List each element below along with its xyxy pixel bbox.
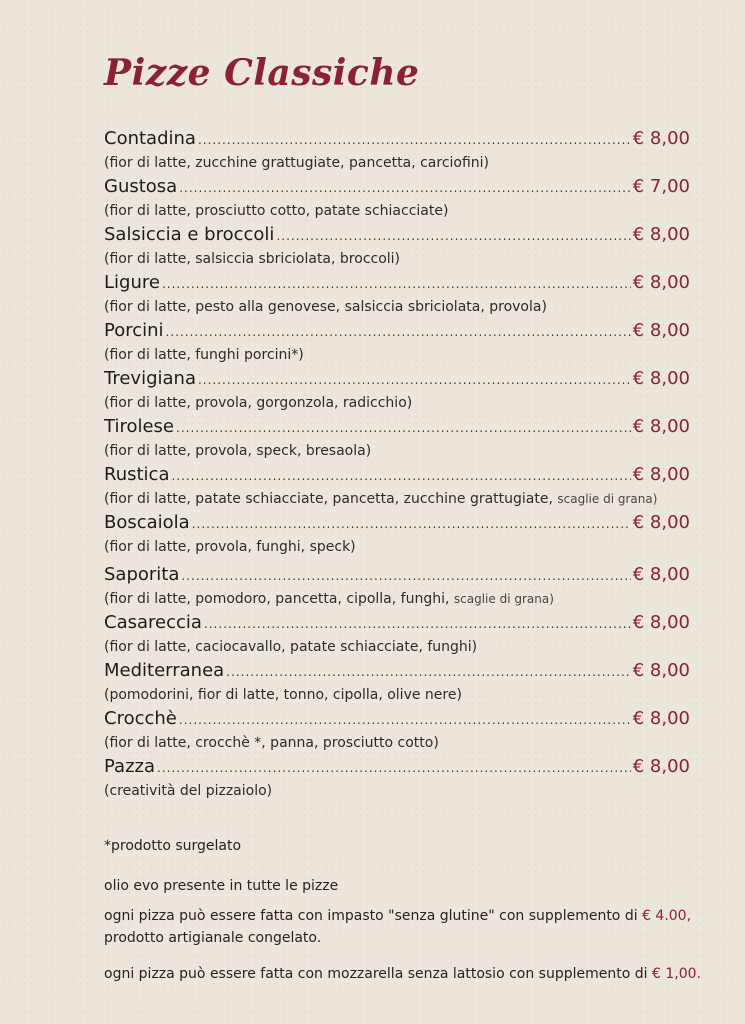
dot-leader <box>198 373 631 387</box>
menu-item-mediterranea <box>104 660 690 708</box>
menu-item-pazza <box>104 756 690 804</box>
menu-item-rustica <box>104 464 690 512</box>
item-price: € 8,00 <box>632 128 690 149</box>
item-ingredients: (fior di latte, provola, speck, bresaola) <box>104 443 372 459</box>
item-ingredients: (fior di latte, provola, gorgonzola, radicchio) <box>104 395 413 411</box>
menu-item-boscaiola <box>104 512 690 560</box>
item-name: Salsiccia e broccoli <box>104 224 275 245</box>
page-title: Pizze Classiche <box>104 52 420 94</box>
note-olio-evo: olio evo presente in tutte le pizze <box>104 878 339 894</box>
menu-item-salsiccia-e-broccoli <box>104 224 690 272</box>
dot-leader <box>179 713 631 727</box>
item-name: Saporita <box>104 564 180 585</box>
item-name: Ligure <box>104 272 160 293</box>
dot-leader <box>198 133 631 147</box>
dot-leader <box>166 325 631 339</box>
item-ingredients: (creatività del pizzaiolo) <box>104 783 273 799</box>
menu-item-ligure <box>104 272 690 320</box>
menu-item-crocche <box>104 708 690 756</box>
item-ingredients: (fior di latte, zucchine grattugiate, pancetta, carciofini) <box>104 155 490 171</box>
menu-item-trevigiana <box>104 368 690 416</box>
item-ingredients: (fior di latte, pesto alla genovese, salsiccia sbriciolata, provola) <box>104 299 547 315</box>
item-name: Tirolese <box>104 416 174 437</box>
dot-leader <box>204 617 631 631</box>
item-name: Mediterranea <box>104 660 225 681</box>
dot-leader <box>276 229 630 243</box>
item-ingredients: (fior di latte, provola, funghi, speck) <box>104 539 356 555</box>
item-price: € 8,00 <box>632 612 690 633</box>
item-price: € 7,00 <box>632 176 690 197</box>
item-price: € 8,00 <box>632 320 690 341</box>
item-name: Trevigiana <box>104 368 196 389</box>
item-name: Rustica <box>104 464 170 485</box>
item-ingredients: (fior di latte, salsiccia sbriciolata, broccoli) <box>104 251 401 267</box>
item-price: € 8,00 <box>632 272 690 293</box>
item-ingredients: (fior di latte, caciocavallo, patate schiacciate, funghi) <box>104 639 478 655</box>
dot-leader <box>181 569 630 583</box>
menu-item-saporita <box>104 564 690 612</box>
item-name: Gustosa <box>104 176 178 197</box>
dot-leader <box>162 277 631 291</box>
menu-item-casareccia <box>104 612 690 660</box>
item-name: Casareccia <box>104 612 202 633</box>
menu-item-tirolese <box>104 416 690 464</box>
pizza-menu <box>104 128 690 804</box>
item-price: € 8,00 <box>632 756 690 777</box>
note-senza-lattosio: ogni pizza può essere fatta con mozzarella senza lattosio con supplemento di € 1,00. <box>104 966 701 982</box>
item-price: € 8,00 <box>632 660 690 681</box>
dot-leader <box>179 181 631 195</box>
gluten-free-supplement-price: € 4.00, <box>642 908 692 924</box>
item-price: € 8,00 <box>632 512 690 533</box>
item-name: Crocchè <box>104 708 177 729</box>
item-price: € 8,00 <box>632 464 690 485</box>
item-name: Porcini <box>104 320 164 341</box>
dot-leader <box>171 469 630 483</box>
item-price: € 8,00 <box>632 224 690 245</box>
item-ingredients: (fior di latte, funghi porcini*) <box>104 347 304 363</box>
item-ingredients: (fior di latte, pomodoro, pancetta, cipolla, funghi, scaglie di grana) <box>104 591 554 607</box>
dot-leader <box>157 761 631 775</box>
item-price: € 8,00 <box>632 368 690 389</box>
item-price: € 8,00 <box>632 708 690 729</box>
dot-leader <box>176 421 631 435</box>
item-name: Boscaiola <box>104 512 190 533</box>
menu-item-contadina <box>104 128 690 176</box>
item-ingredients: (pomodorini, fior di latte, tonno, cipolla, olive nere) <box>104 687 462 703</box>
item-price: € 8,00 <box>632 564 690 585</box>
item-price: € 8,00 <box>632 416 690 437</box>
note-congelato: prodotto artigianale congelato. <box>104 930 322 946</box>
note-senza-glutine: ogni pizza può essere fatta con impasto "senza glutine" con supplemento di € 4.00, <box>104 908 692 924</box>
note-surgelato: *prodotto surgelato <box>104 838 242 854</box>
item-ingredients: (fior di latte, prosciutto cotto, patate schiacciate) <box>104 203 449 219</box>
menu-item-porcini <box>104 320 690 368</box>
item-ingredients: (fior di latte, crocchè *, panna, prosciutto cotto) <box>104 735 439 751</box>
dot-leader <box>226 665 631 679</box>
dot-leader <box>192 517 631 531</box>
item-name: Contadina <box>104 128 196 149</box>
menu-item-gustosa <box>104 176 690 224</box>
lactose-free-supplement-price: € 1,00. <box>651 966 701 982</box>
item-ingredients: (fior di latte, patate schiacciate, pancetta, zucchine grattugiate, scaglie di grana) <box>104 491 658 507</box>
item-name: Pazza <box>104 756 156 777</box>
